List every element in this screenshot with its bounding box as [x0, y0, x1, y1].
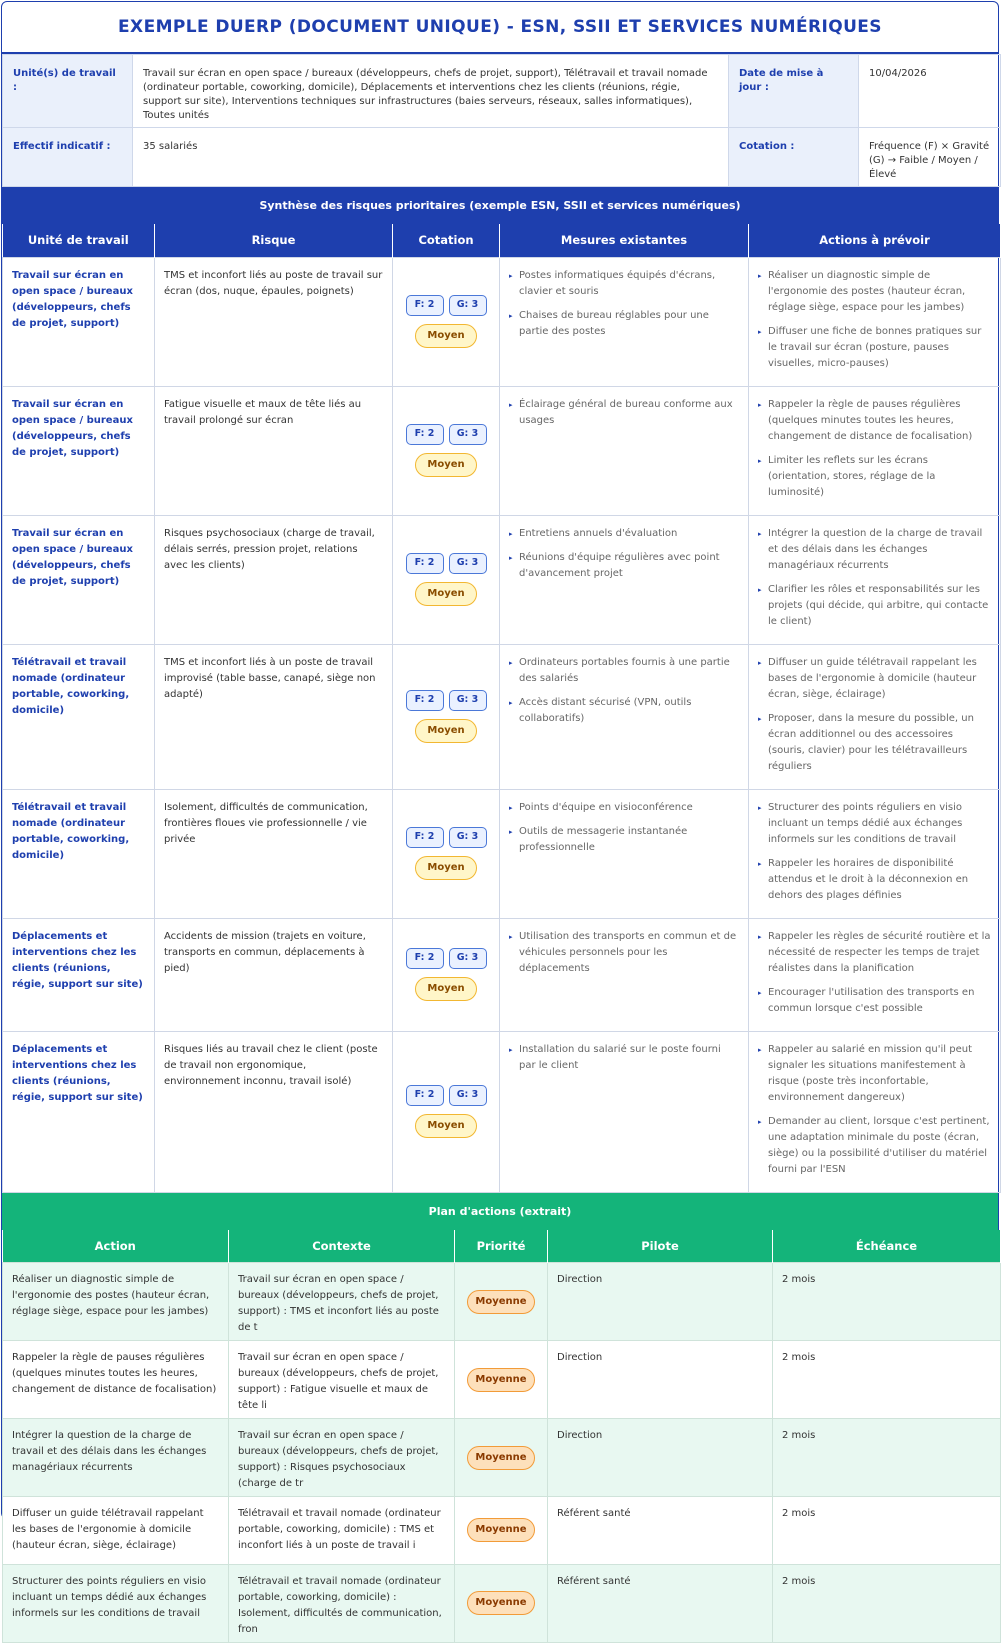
risk-cotation: [393, 257, 500, 386]
gravity-badge: G: 3: [449, 948, 487, 969]
actions-list: [758, 929, 992, 1017]
gravity-badge: G: 3: [449, 424, 487, 445]
action-item: ▸ Limiter les reflets sur les écrans (orientation, stores, réglage de la luminosité): [758, 453, 992, 501]
frequency-badge: F: 2: [406, 424, 444, 445]
plan-header-context: Contexte: [229, 1230, 455, 1263]
priority-badge: Moyenne: [467, 1591, 535, 1615]
risk-header-cotation: Cotation: [393, 224, 500, 257]
action-item: ▸ Rappeler les horaires de disponibilité attendus et le droit à la déconnexion en dehors des plages définies: [758, 856, 992, 904]
plan-row: [3, 1497, 1001, 1565]
measures-list: [509, 526, 740, 582]
frequency-badge: F: 2: [406, 295, 444, 316]
risk-measures: [500, 918, 749, 1031]
risk-actions: [749, 1031, 1001, 1192]
risk-header-unit: Unité de travail: [3, 224, 155, 257]
risk-row: [3, 386, 1001, 515]
measure-item: ▸ Ordinateurs portables fournis à une partie des salariés: [509, 655, 740, 687]
plan-table: [2, 1230, 1001, 1643]
plan-context: Télétravail et travail nomade (ordinateur portable, coworking, domicile) : Isolement, difficultés de communication, fron: [229, 1564, 455, 1642]
plan-row: [3, 1564, 1001, 1642]
measure-item: ▸ Accès distant sécurisé (VPN, outils collaboratifs): [509, 695, 740, 727]
plan-action: Intégrer la question de la charge de travail et des délais dans les échanges managériaux récurrents: [3, 1419, 229, 1497]
risk-row: [3, 644, 1001, 789]
plan-priority: [455, 1419, 548, 1497]
risk-measures: [500, 789, 749, 918]
risk-header-risk: Risque: [155, 224, 393, 257]
priority-badge: Moyenne: [467, 1446, 535, 1470]
measure-item: ▸ Installation du salarié sur le poste fourni par le client: [509, 1042, 740, 1074]
actions-list: [758, 655, 992, 775]
document-title-bar: [2, 2, 998, 54]
frequency-badge: F: 2: [406, 1085, 444, 1106]
action-item: ▸ Proposer, dans la mesure du possible, un écran additionnel ou des accessoires (souris, clavier) pour les télétravailleurs réguliers: [758, 711, 992, 775]
frequency-badge: F: 2: [406, 948, 444, 969]
measures-list: [509, 655, 740, 727]
cotation-value: Fréquence (F) × Gravité (G) → Faible / Moyen / Élevé: [859, 128, 1001, 187]
risk-actions: [749, 257, 1001, 386]
plan-title: Plan d'actions (extrait): [428, 1204, 572, 1218]
risk-actions: [749, 918, 1001, 1031]
plan-table-body: [3, 1263, 1001, 1643]
gravity-badge: G: 3: [449, 690, 487, 711]
gravity-badge: G: 3: [449, 553, 487, 574]
frequency-badge: F: 2: [406, 690, 444, 711]
priority-badge: Moyenne: [467, 1518, 535, 1542]
risk-row: [3, 789, 1001, 918]
risk-description: Fatigue visuelle et maux de tête liés au travail prolongé sur écran: [155, 386, 393, 515]
actions-list: [758, 397, 992, 501]
risk-level-badge: Moyen: [415, 977, 477, 1001]
risk-description: Risques liés au travail chez le client (poste de travail non ergonomique, environnement inconnu, travail isolé): [155, 1031, 393, 1192]
risk-unit: Travail sur écran en open space / bureaux (développeurs, chefs de projet, support): [3, 257, 155, 386]
plan-action: Rappeler la règle de pauses régulières (quelques minutes toutes les heures, changement de distance de focalisation): [3, 1341, 229, 1419]
action-item: ▸ Rappeler au salarié en mission qu'il peut signaler les situations manifestement à risque (poste très inconfortable, environnement dangereux): [758, 1042, 992, 1106]
effectif-value: 35 salariés: [133, 128, 729, 187]
plan-deadline: 2 mois: [773, 1341, 1001, 1419]
measure-item: ▸ Éclairage général de bureau conforme aux usages: [509, 397, 740, 429]
measure-item: ▸ Points d'équipe en visioconférence: [509, 800, 740, 816]
action-item: ▸ Rappeler la règle de pauses régulières (quelques minutes toutes les heures, changement de distance de focalisation): [758, 397, 992, 445]
action-item: ▸ Intégrer la question de la charge de travail et des délais dans les échanges managériaux récurrents: [758, 526, 992, 574]
measures-list: [509, 268, 740, 340]
priority-badge: Moyenne: [467, 1368, 535, 1392]
risk-measures: [500, 515, 749, 644]
measure-item: ▸ Utilisation des transports en commun et de véhicules personnels pour les déplacements: [509, 929, 740, 977]
meta-table: [2, 54, 1001, 187]
gravity-badge: G: 3: [449, 827, 487, 848]
risk-table: [2, 224, 1001, 1193]
actions-list: [758, 526, 992, 630]
plan-priority: [455, 1564, 548, 1642]
plan-priority: [455, 1263, 548, 1341]
risk-row: [3, 1031, 1001, 1192]
risk-description: TMS et inconfort liés à un poste de travail improvisé (table basse, canapé, siège non adapté): [155, 644, 393, 789]
risk-cotation: [393, 386, 500, 515]
risk-measures: [500, 386, 749, 515]
cotation-chips: [393, 295, 499, 316]
actions-list: [758, 1042, 992, 1178]
plan-pilot: Direction: [548, 1419, 773, 1497]
measure-item: ▸ Postes informatiques équipés d'écrans, clavier et souris: [509, 268, 740, 300]
risk-actions: [749, 789, 1001, 918]
action-item: ▸ Réaliser un diagnostic simple de l'ergonomie des postes (hauteur écran, réglage siège, espace pour les jambes): [758, 268, 992, 316]
risk-header-actions: Actions à prévoir: [749, 224, 1001, 257]
plan-deadline: 2 mois: [773, 1497, 1001, 1565]
duerp-document: [1, 1, 999, 1635]
risk-actions: [749, 644, 1001, 789]
plan-header-action: Action: [3, 1230, 229, 1263]
risk-level-badge: Moyen: [415, 453, 477, 477]
risk-cotation: [393, 644, 500, 789]
measures-list: [509, 800, 740, 856]
plan-row: [3, 1263, 1001, 1341]
risk-description: Isolement, difficultés de communication, frontières floues vie professionnelle / vie privée: [155, 789, 393, 918]
cotation-chips: [393, 690, 499, 711]
risk-cotation: [393, 1031, 500, 1192]
risk-unit: Télétravail et travail nomade (ordinateur portable, coworking, domicile): [3, 789, 155, 918]
action-item: ▸ Demander au client, lorsque c'est pertinent, une adaptation minimale du poste (écran, siège) ou la possibilité d'utiliser du matériel fourni par l'ESN: [758, 1114, 992, 1178]
cotation-chips: [393, 948, 499, 969]
measures-list: [509, 397, 740, 429]
plan-action: Structurer des points réguliers en visio incluant un temps dédié aux échanges informels sur les conditions de travail: [3, 1564, 229, 1642]
risk-unit: Travail sur écran en open space / bureaux (développeurs, chefs de projet, support): [3, 386, 155, 515]
risk-level-badge: Moyen: [415, 719, 477, 743]
plan-header-deadline: Échéance: [773, 1230, 1001, 1263]
measure-item: ▸ Réunions d'équipe régulières avec point d'avancement projet: [509, 550, 740, 582]
risk-level-badge: Moyen: [415, 582, 477, 606]
risk-unit: Déplacements et interventions chez les clients (réunions, régie, support sur site): [3, 1031, 155, 1192]
date-label: Date de mise à jour :: [729, 55, 859, 128]
risk-measures: [500, 1031, 749, 1192]
plan-context: Télétravail et travail nomade (ordinateur portable, coworking, domicile) : TMS et inconfort liés à un poste de travail i: [229, 1497, 455, 1565]
plan-priority: [455, 1341, 548, 1419]
action-item: ▸ Clarifier les rôles et responsabilités sur les projets (qui décide, qui arbitre, qui contacte le client): [758, 582, 992, 630]
cotation-chips: [393, 553, 499, 574]
risk-cotation: [393, 515, 500, 644]
actions-list: [758, 800, 992, 904]
plan-header-pilot: Pilote: [548, 1230, 773, 1263]
measures-list: [509, 1042, 740, 1074]
plan-header-priority: Priorité: [455, 1230, 548, 1263]
risk-level-badge: Moyen: [415, 856, 477, 880]
plan-deadline: 2 mois: [773, 1419, 1001, 1497]
unit-value: Travail sur écran en open space / bureaux (développeurs, chefs de projet, support), Télétravail et travail nomade (ordinateur portable, coworking, domicile), Déplacements et interventions chez les clients (réunions, régie, support sur site), Interventions techniques sur infrastructures (baies serveurs, réseaux, salles informatiques), Toutes unités: [133, 55, 729, 128]
plan-band: [2, 1193, 998, 1230]
risk-row: [3, 918, 1001, 1031]
risk-actions: [749, 386, 1001, 515]
frequency-badge: F: 2: [406, 553, 444, 574]
plan-row: [3, 1341, 1001, 1419]
risk-description: Accidents de mission (trajets en voiture, transports en commun, déplacements à pied): [155, 918, 393, 1031]
risk-description: Risques psychosociaux (charge de travail, délais serrés, pression projet, relations avec les clients): [155, 515, 393, 644]
risk-unit: Travail sur écran en open space / bureaux (développeurs, chefs de projet, support): [3, 515, 155, 644]
frequency-badge: F: 2: [406, 827, 444, 848]
measure-item: ▸ Outils de messagerie instantanée professionnelle: [509, 824, 740, 856]
plan-pilot: Référent santé: [548, 1564, 773, 1642]
plan-deadline: 2 mois: [773, 1263, 1001, 1341]
measure-item: ▸ Chaises de bureau réglables pour une partie des postes: [509, 308, 740, 340]
plan-context: Travail sur écran en open space / bureaux (développeurs, chefs de projet, support) : TMS et inconfort liés au poste de t: [229, 1263, 455, 1341]
date-value: 10/04/2026: [859, 55, 1001, 128]
document-title: EXEMPLE DUERP (DOCUMENT UNIQUE) - ESN, SSII ET SERVICES NUMÉRIQUES: [118, 17, 882, 37]
gravity-badge: G: 3: [449, 1085, 487, 1106]
risk-measures: [500, 644, 749, 789]
plan-action: Réaliser un diagnostic simple de l'ergonomie des postes (hauteur écran, réglage siège, espace pour les jambes): [3, 1263, 229, 1341]
risk-unit: Déplacements et interventions chez les clients (réunions, régie, support sur site): [3, 918, 155, 1031]
risk-cotation: [393, 918, 500, 1031]
action-item: ▸ Structurer des points réguliers en visio incluant un temps dédié aux échanges informels sur les conditions de travail: [758, 800, 992, 848]
cotation-chips: [393, 1085, 499, 1106]
plan-deadline: 2 mois: [773, 1564, 1001, 1642]
action-item: ▸ Diffuser une fiche de bonnes pratiques sur le travail sur écran (posture, pauses visuelles, micro-pauses): [758, 324, 992, 372]
plan-action: Diffuser un guide télétravail rappelant les bases de l'ergonomie à domicile (hauteur écran, siège, éclairage): [3, 1497, 229, 1565]
measures-list: [509, 929, 740, 977]
plan-pilot: Direction: [548, 1263, 773, 1341]
risk-cotation: [393, 789, 500, 918]
plan-pilot: Référent santé: [548, 1497, 773, 1565]
effectif-label: Effectif indicatif :: [3, 128, 133, 187]
unit-label: Unité(s) de travail :: [3, 55, 133, 128]
plan-priority: [455, 1497, 548, 1565]
plan-context: Travail sur écran en open space / bureaux (développeurs, chefs de projet, support) : Fatigue visuelle et maux de tête li: [229, 1341, 455, 1419]
risk-row: [3, 515, 1001, 644]
synthese-band: [2, 187, 998, 224]
cotation-chips: [393, 424, 499, 445]
synthese-title: Synthèse des risques prioritaires (exemple ESN, SSII et services numériques): [259, 199, 741, 212]
priority-badge: Moyenne: [467, 1290, 535, 1314]
risk-actions: [749, 515, 1001, 644]
gravity-badge: G: 3: [449, 295, 487, 316]
plan-context: Travail sur écran en open space / bureaux (développeurs, chefs de projet, support) : Risques psychosociaux (charge de tr: [229, 1419, 455, 1497]
measure-item: ▸ Entretiens annuels d'évaluation: [509, 526, 740, 542]
cotation-label: Cotation :: [729, 128, 859, 187]
risk-unit: Télétravail et travail nomade (ordinateur portable, coworking, domicile): [3, 644, 155, 789]
risk-header-measures: Mesures existantes: [500, 224, 749, 257]
risk-table-body: [3, 257, 1001, 1192]
action-item: ▸ Rappeler les règles de sécurité routière et la nécessité de respecter les temps de trajet réalistes dans la planification: [758, 929, 992, 977]
cotation-chips: [393, 827, 499, 848]
plan-row: [3, 1419, 1001, 1497]
action-item: ▸ Encourager l'utilisation des transports en commun lorsque c'est possible: [758, 985, 992, 1017]
plan-pilot: Direction: [548, 1341, 773, 1419]
actions-list: [758, 268, 992, 372]
risk-row: [3, 257, 1001, 386]
risk-description: TMS et inconfort liés au poste de travail sur écran (dos, nuque, épaules, poignets): [155, 257, 393, 386]
action-item: ▸ Diffuser un guide télétravail rappelant les bases de l'ergonomie à domicile (hauteur écran, siège, éclairage): [758, 655, 992, 703]
risk-level-badge: Moyen: [415, 324, 477, 348]
risk-level-badge: Moyen: [415, 1114, 477, 1138]
risk-measures: [500, 257, 749, 386]
